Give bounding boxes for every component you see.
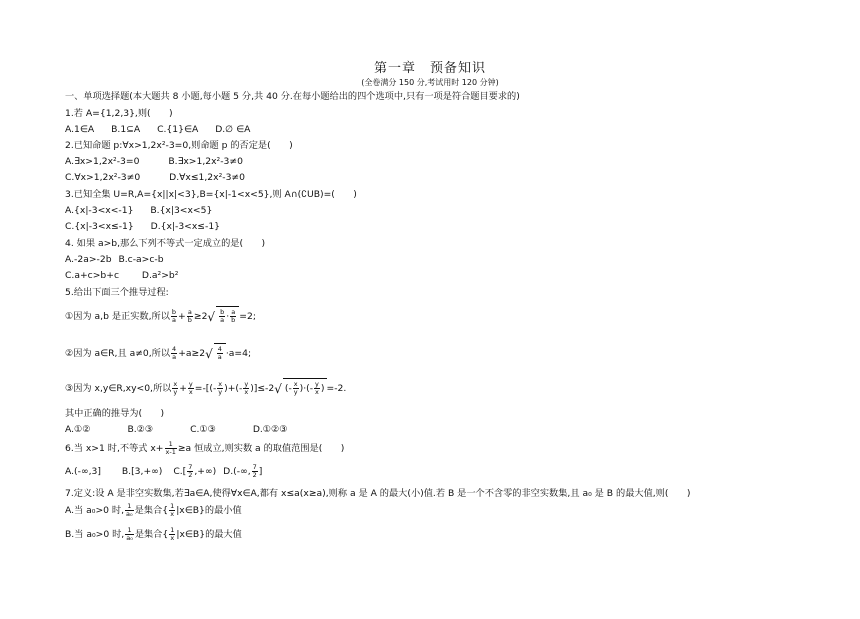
option: A.∃x>1,2x²-3=0 [65,156,140,167]
option-text: 的最小值 [204,505,242,516]
option: C.{x|-3<x≤-1} [65,221,134,232]
reasoning-text: ③因为 x,y∈R,xy<0,所以 [65,383,172,394]
option: D.∀x≤1,2x²-3≠0 [169,172,245,183]
question-4-options-row1 [65,253,164,266]
question-3-options-row1 [65,204,226,217]
question-5-reasoning-2: ②因为 a∈R,且 a≠0,所以 $\frac{4}{a}$ +a≥2√ $\frac{4}{a}$ ·a=4; [65,343,251,364]
fraction: $\frac{1}{x-1}$ [165,440,176,456]
reasoning-text: =-2. [326,383,347,394]
question-3-stem: 3.已知全集 U=R,A={x||x|<3},B={x|-1<x<5},则 A∩(∁UB)=( ) [65,189,357,200]
question-4-stem: 4. 如果 a>b,那么下列不等式一定成立的是( ) [65,238,266,249]
question-5-reasoning-3: ③因为 x,y∈R,xy<0,所以 $\frac{x}{y}$ + $\frac{y}{x}$ =-[(- $\frac{x}{y}$ )+(- $\frac{y}{x}$ )]≤-2√ (- $\frac{x}{y}$ )·(- $\frac{y}{x}$ ) =-2. [65,378,346,399]
option-text: 是集合 [134,529,163,540]
question-7-option-b: B.当 a₀>0 时, $\frac{1}{\text{a₀}}$ 是集合{ $\frac{1}{x}$ |x∈B}的最大值 [65,526,242,542]
option: A.(-∞,3] [65,466,101,477]
option: C.①③ [190,424,216,435]
question-2-stem: 2.已知命题 p:∀x>1,2x²-3=0,则命题 p 的否定是( ) [65,140,293,151]
option: C.{1}∈A [157,124,199,135]
question-6-options [65,463,276,481]
question-text: 6.当 x>1 时,不等式 x+ [65,443,164,454]
section-heading: 一、单项选择题(本大题共 8 小题,每小题 5 分,共 40 分.在每小题给出的四个选项中,只有一项是符合题目要求的) [65,91,520,102]
question-1-stem: 1.若 A={1,2,3},则( ) [65,108,173,119]
option: B.②③ [127,424,154,435]
radical: $\frac{b}{a}$ · $\frac{a}{b}$ [216,306,239,327]
option-text: B.当 a₀>0 时, [65,529,125,540]
question-3-options-row2 [65,220,234,233]
question-5-reasoning-1: ①因为 a,b 是正实数,所以 $\frac{b}{a}$ + $\frac{a}{b}$ ≥2√ $\frac{b}{a}$ · $\frac{a}{b}$ =2; [65,306,256,327]
fraction: $\frac{b}{a}$ [171,308,177,324]
option: D.a²>b² [141,270,179,281]
option: C.∀x>1,2x²-3≠0 [65,172,141,183]
option: D.∅ ∈A [215,124,251,135]
option: D.{x|-3<x≤-1} [150,221,221,232]
reasoning-text: =2; [239,311,256,322]
question-6-stem [65,440,344,458]
fraction: $\frac{4}{a}$ [172,345,177,361]
option: B.[3,+∞) [121,466,163,477]
option: B.∃x>1,2x²-3≠0 [168,156,243,167]
question-7-option-a: A.当 a₀>0 时, $\frac{1}{\text{a₀}}$ 是集合{ $\frac{1}{x}$ |x∈B}的最小值 [65,502,242,518]
reasoning-text: ②因为 a∈R,且 a≠0,所以 [65,348,171,359]
option: A.-2a>-2b [65,254,112,265]
fraction: $\frac{a}{b}$ [187,308,192,324]
radical: $\frac{4}{a}$ [214,343,226,364]
option: A.{x|-3<x<-1} [65,205,134,216]
reasoning-text: ①因为 a,b 是正实数,所以 [65,311,170,322]
option: B.1⊆A [111,124,141,135]
page-subtitle: (全卷满分 150 分,考试用时 120 分钟) [361,78,499,87]
option: A.①② [65,424,91,435]
question-2-options-row2 [65,171,259,184]
option: A.1∈A [65,124,95,135]
question-5-stem: 5.给出下面三个推导过程: [65,287,169,298]
option-text: 是集合 [134,505,163,516]
option: C.a+c>b+c [65,270,119,281]
option-text: A.当 a₀>0 时, [65,505,125,516]
option: D.①②③ [252,424,288,435]
question-7-stem: 7.定义:设 A 是非空实数集,若∃a∈A,使得∀x∈A,都有 x≤a(x≥a),则称 a 是 A 的最大(小)值.若 B 是一个不含零的非空实数集,且 a₀ 是 B 的最大值,则( ) [65,488,691,499]
question-text: ≥a 恒成立,则实数 a 的取值范围是( ) [177,443,345,454]
radical: (- $\frac{x}{y}$ )·(- $\frac{y}{x}$ ) [283,378,327,399]
option: B.c-a>c-b [118,254,164,265]
page-title: 第一章 预备知识 [373,61,486,76]
option: B.{x|3<x<5} [150,205,213,216]
option: D.(-∞, $\frac{7}{2}$ ] [223,463,263,479]
question-5-ask: 其中正确的推导为( ) [65,408,165,419]
option-text: 的最大值 [205,529,242,540]
question-5-options [65,423,302,436]
question-2-options-row1 [65,155,257,168]
question-1-options [65,123,264,136]
reasoning-text: ·a=4; [225,348,252,359]
question-4-options-row2 [65,269,178,282]
option: C.[ $\frac{7}{2}$ ,+∞) [173,463,217,479]
